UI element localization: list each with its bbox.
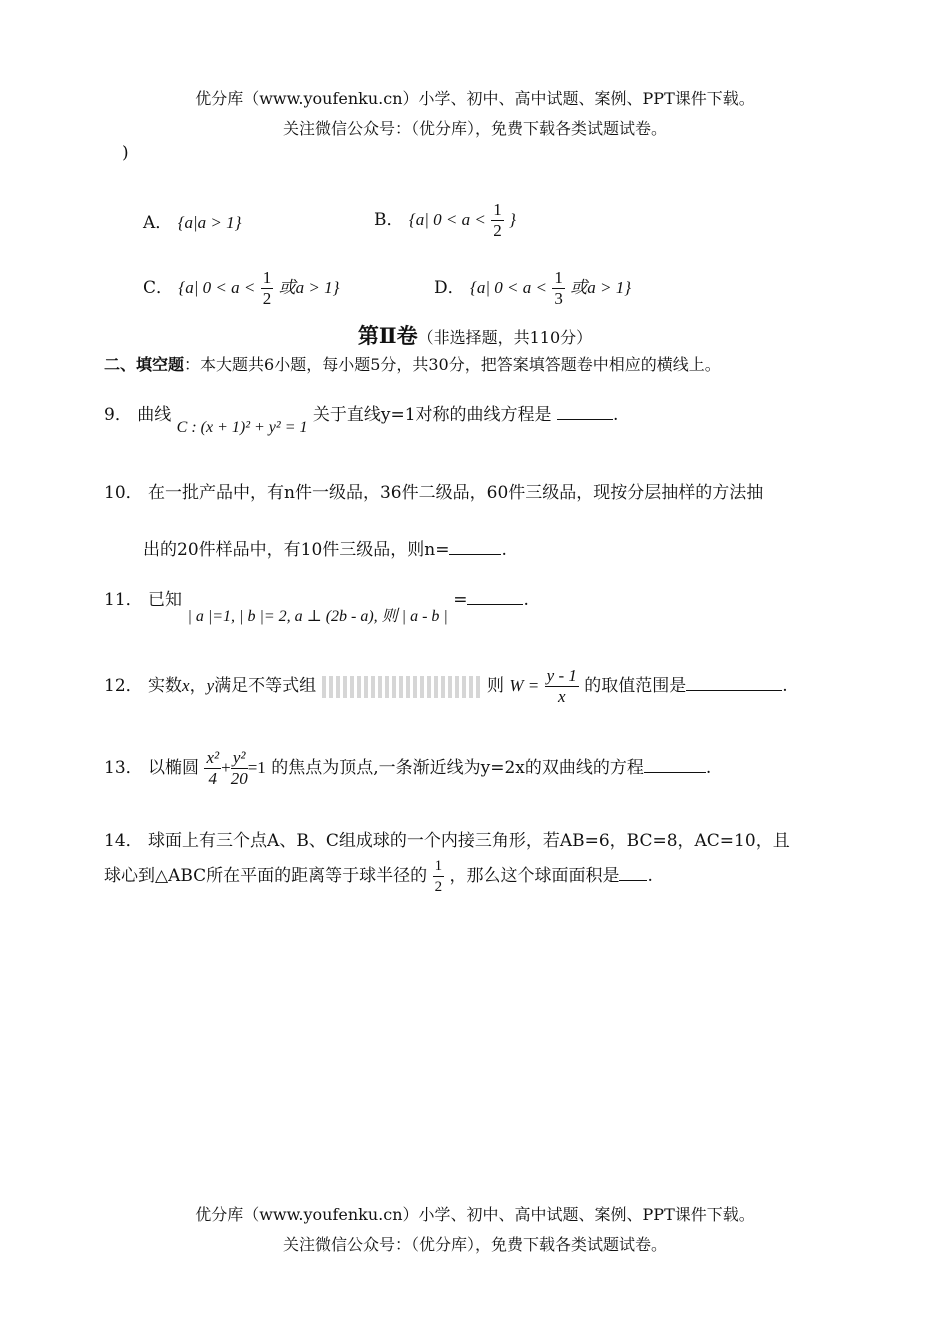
- question-9: [104, 400, 619, 436]
- question-12: [104, 666, 788, 707]
- q13-plus: +: [221, 758, 231, 777]
- q13-answer-blank[interactable]: [644, 756, 706, 773]
- q9-post: 关于直线y=1对称的曲线方程是: [312, 405, 552, 425]
- q14-frac-num: 1: [433, 856, 445, 877]
- q13-fraction-2: [231, 748, 248, 789]
- q12-number: 12．: [104, 676, 143, 696]
- q12-var-x: x: [182, 676, 190, 695]
- option-d: [434, 268, 631, 309]
- q12-num: y - 1: [546, 666, 577, 685]
- q9-number: 9．: [104, 405, 132, 425]
- option-c-post: 或a > 1}: [278, 278, 340, 297]
- q12-inequality-system-image: [322, 676, 482, 698]
- footer-line-1: 优分库（www.youfenku.cn）小学、初中、高中试题、案例、PPT课件下载。: [195, 1205, 755, 1224]
- q10-answer-blank[interactable]: [449, 538, 501, 555]
- question-11: [104, 585, 529, 625]
- option-a-content: {a|a > 1}: [177, 213, 242, 232]
- q13-f1-num: x²: [206, 748, 220, 767]
- question-14-line-1: [104, 826, 790, 851]
- option-b-den: 2: [493, 221, 502, 240]
- q13-eq: =1: [247, 758, 266, 777]
- option-b-label: B．: [374, 210, 404, 230]
- q12-fraction: [545, 666, 579, 707]
- q12-mid: 满足不等式组: [214, 676, 317, 696]
- q14-fraction: [433, 856, 445, 897]
- q14-number: 14．: [104, 831, 143, 851]
- q12-sep: ，: [189, 676, 207, 696]
- fill-section-heading: [104, 352, 721, 375]
- q12-answer-blank[interactable]: [686, 674, 782, 691]
- option-d-den: 3: [554, 289, 563, 308]
- option-c-fraction: [261, 268, 274, 309]
- q10-line2: 出的20件样品中，有10件三级品，则n=: [143, 540, 450, 560]
- q12-end: .: [782, 676, 788, 696]
- question-13: [104, 748, 711, 789]
- q14-end: .: [647, 866, 653, 886]
- section-title: [0, 320, 950, 350]
- q13-fraction-1: [204, 748, 221, 789]
- section-title-main: 第Ⅱ卷: [357, 323, 418, 348]
- q12-den: x: [557, 687, 566, 706]
- q9-pre: 曲线: [137, 405, 172, 425]
- q13-f1-den: 4: [208, 769, 218, 788]
- option-c-num: 1: [262, 268, 272, 287]
- q10-end: .: [501, 540, 507, 560]
- q14-line1: 球面上有三个点A、B、C组成球的一个内接三角形，若AB=6，BC=8，AC=10，且: [148, 831, 790, 851]
- q13-number: 13．: [104, 758, 143, 778]
- top-fragment: ): [122, 143, 129, 163]
- q11-answer-blank[interactable]: [467, 588, 523, 605]
- fill-heading-label: 二、填空题: [104, 355, 185, 374]
- fill-instruction: ：本大题共6小题，每小题5分，共30分，把答案填答题卷中相应的横线上。: [184, 355, 721, 374]
- option-d-num: 1: [554, 268, 563, 287]
- option-b-pre: {a| 0 < a <: [408, 210, 486, 229]
- header-line-2: 关注微信公众号：（优分库），免费下载各类试题试卷。: [282, 119, 667, 138]
- q13-f2-num: y²: [231, 748, 248, 769]
- option-a: [143, 208, 241, 233]
- q12-then: 则: [486, 676, 504, 696]
- option-c: [143, 268, 339, 309]
- footer-line-2: 关注微信公众号：（优分库），免费下载各类试题试卷。: [282, 1235, 667, 1254]
- q12-w: W =: [509, 676, 540, 695]
- q11-end: .: [523, 590, 529, 610]
- q13-post: 的焦点为顶点,一条渐近线为y=2x的双曲线的方程: [271, 758, 644, 778]
- question-14-line-2: [104, 856, 653, 897]
- q9-formula: C : (x + 1)² + y² = 1: [176, 419, 308, 436]
- option-c-label: C．: [143, 278, 174, 298]
- q9-end: .: [612, 405, 619, 425]
- q10-number: 10．: [104, 483, 143, 503]
- q13-end: .: [705, 758, 712, 778]
- q11-formula: | a |=1, | b |= 2, a ⊥ (2b - a), 则 | a - b |: [187, 608, 448, 625]
- question-10-line-2: [143, 535, 507, 560]
- q12-post: 的取值范围是: [584, 676, 687, 696]
- option-d-label: D．: [434, 278, 465, 298]
- q11-number: 11．: [104, 590, 143, 610]
- option-c-den: 2: [262, 289, 272, 308]
- q14-frac-den: 2: [434, 879, 443, 895]
- q11-post: =: [453, 590, 468, 610]
- question-10-line-1: [104, 478, 763, 503]
- option-d-fraction: [552, 268, 565, 309]
- option-a-label: A．: [143, 213, 173, 233]
- option-c-pre: {a| 0 < a <: [178, 278, 256, 297]
- q14-answer-blank[interactable]: [619, 864, 647, 881]
- option-d-post: 或a > 1}: [570, 278, 632, 297]
- q14-line2-pre: 球心到△ABC所在平面的距离等于球半径的: [104, 866, 428, 886]
- q13-pre: 以椭圆: [148, 758, 200, 778]
- option-b-fraction: [491, 200, 504, 241]
- q14-line2-post: ，那么这个球面面积是: [449, 866, 620, 886]
- q13-f2-den: 20: [230, 769, 248, 788]
- q10-line1: 在一批产品中，有n件一级品，36件二级品，60件三级品，现按分层抽样的方法抽: [148, 483, 764, 503]
- q11-pre: 已知: [148, 590, 183, 610]
- q12-var-y: y: [206, 676, 215, 695]
- q12-pre: 实数: [148, 676, 183, 696]
- header-line-1: 优分库（www.youfenku.cn）小学、初中、高中试题、案例、PPT课件下载。: [195, 89, 755, 108]
- q9-answer-blank[interactable]: [557, 403, 613, 420]
- section-title-sub: （非选择题，共110分）: [417, 328, 593, 347]
- option-b-num: 1: [493, 200, 502, 219]
- option-b-post: }: [509, 210, 516, 229]
- option-b: [374, 200, 516, 241]
- option-d-pre: {a| 0 < a <: [470, 278, 547, 297]
